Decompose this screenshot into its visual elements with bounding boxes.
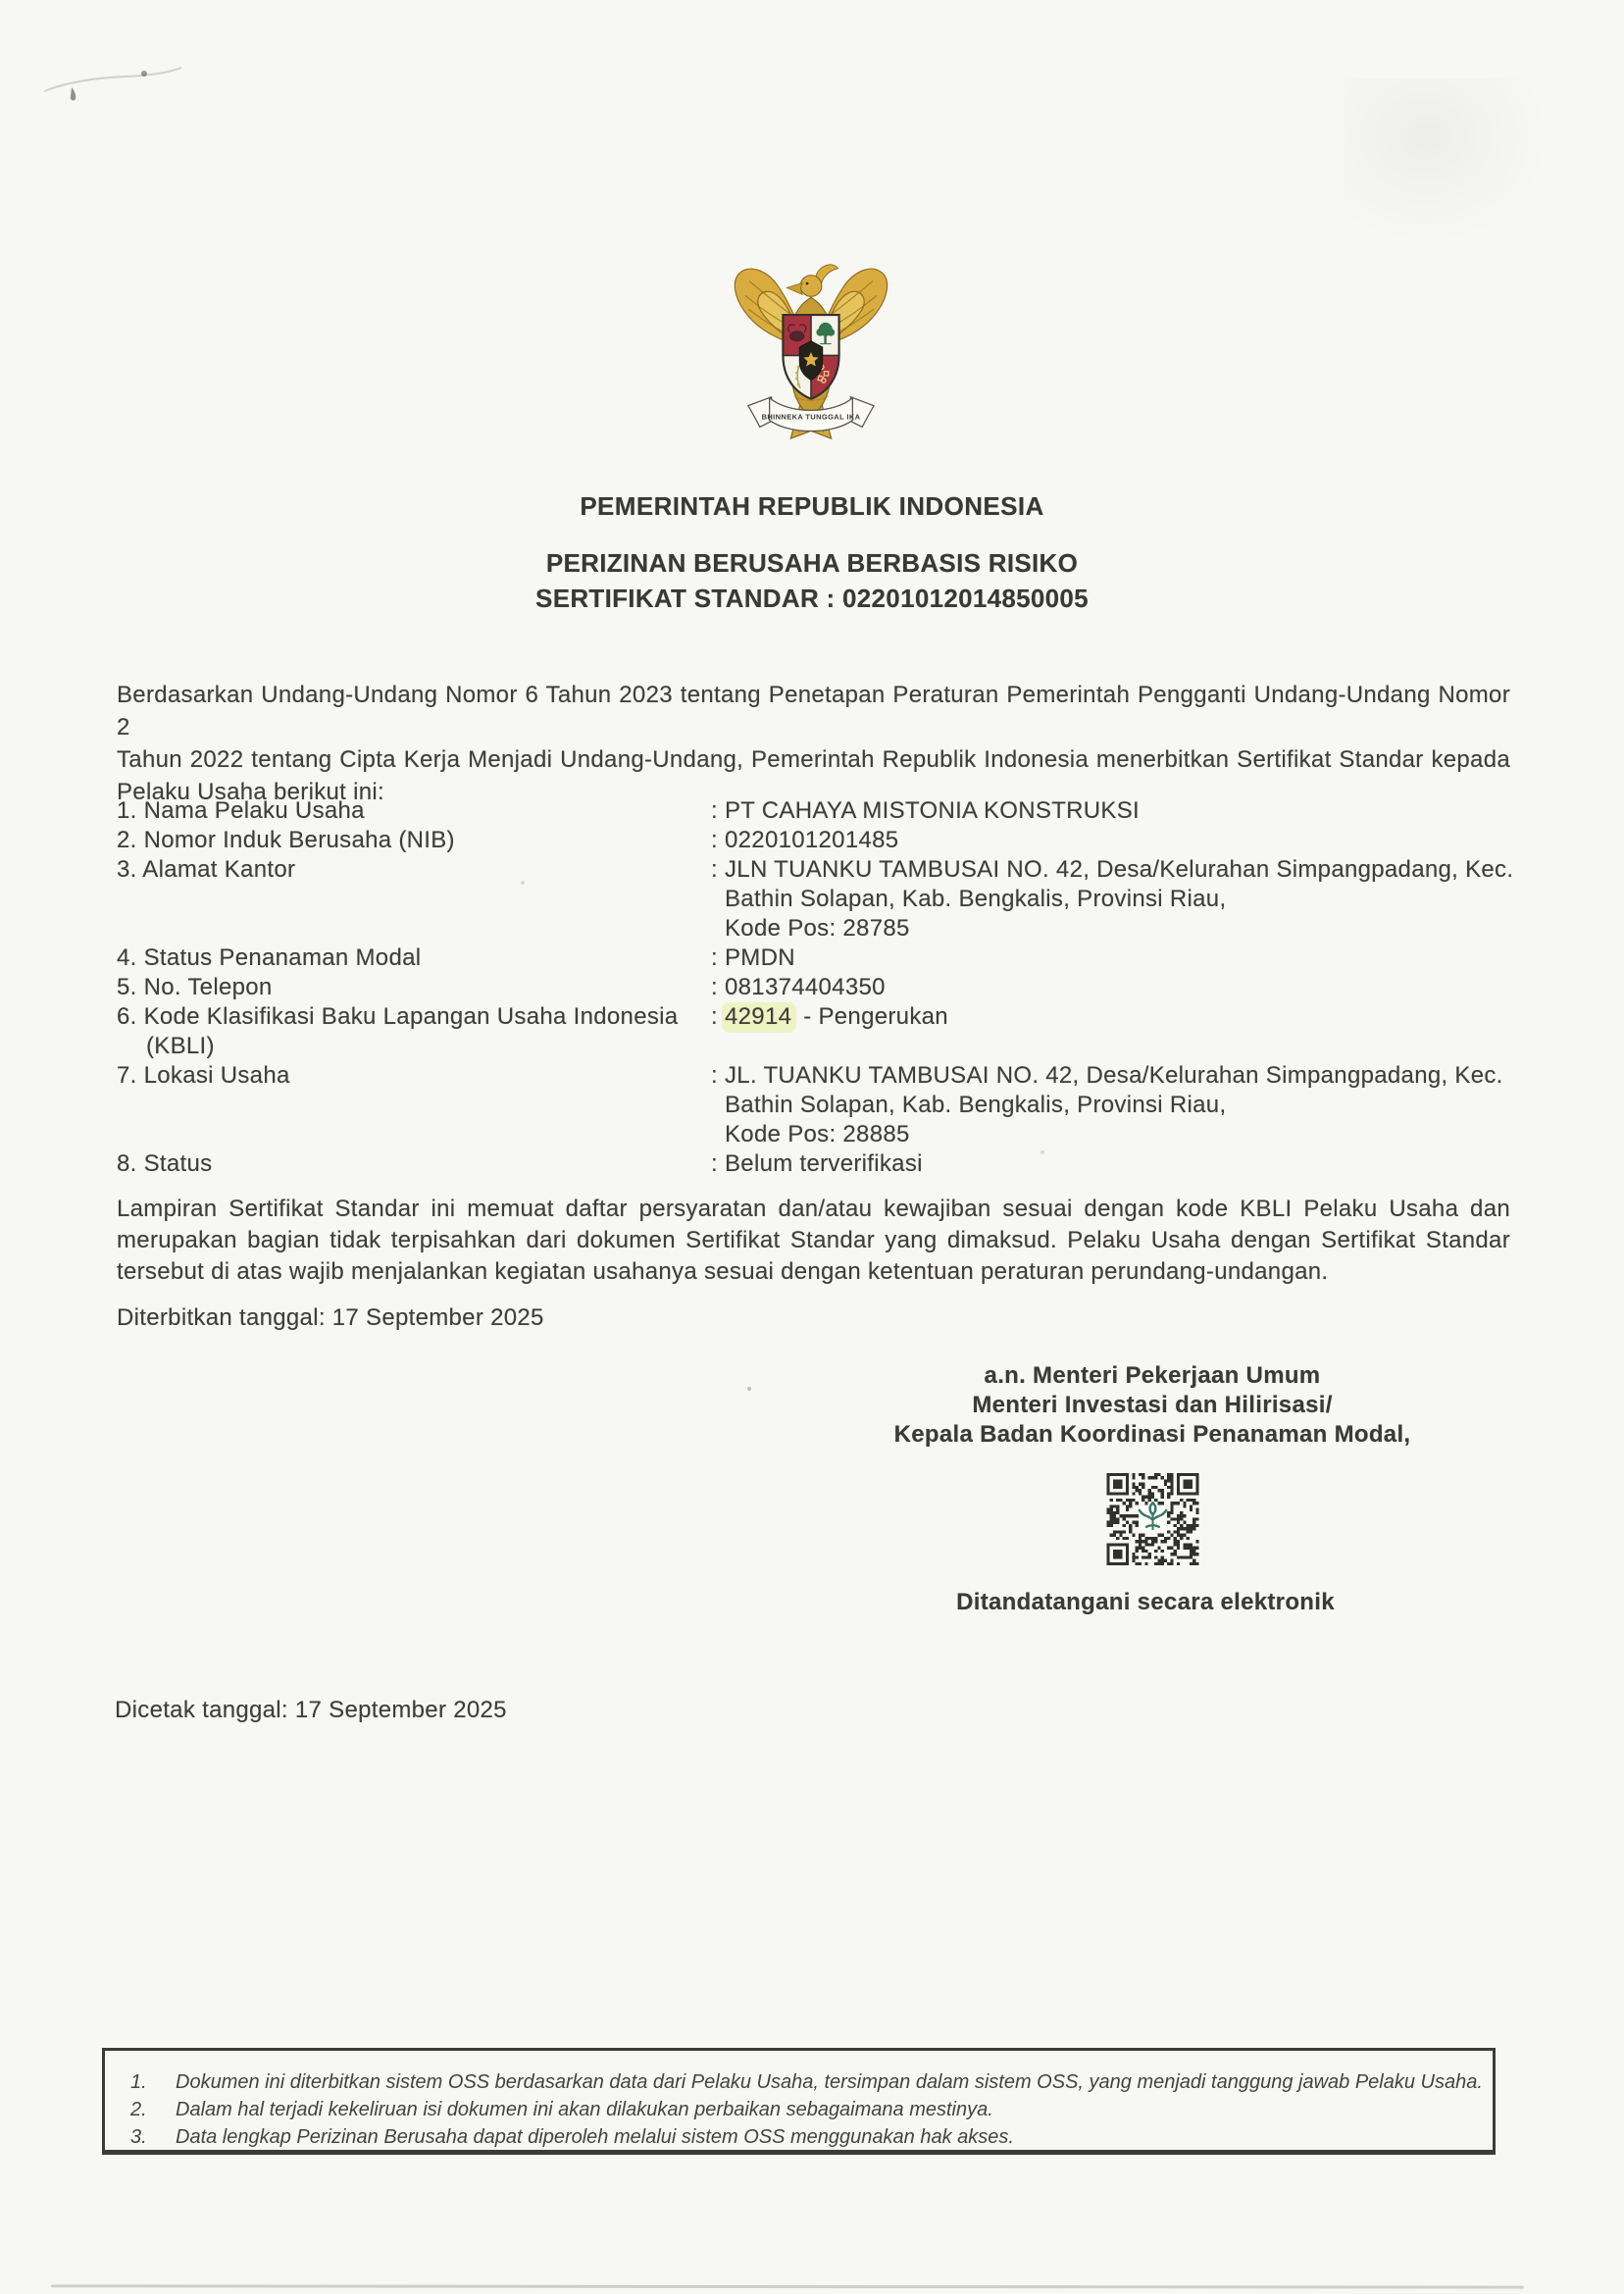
footnote-item bbox=[130, 2068, 1483, 2096]
field-value-line: Kode Pos: 28885 bbox=[725, 1121, 910, 1147]
colon-separator: : bbox=[711, 797, 718, 824]
field-value: Belum terverifikasi bbox=[725, 1150, 923, 1177]
colon-separator: : bbox=[711, 944, 718, 971]
scan-squiggle-artifact bbox=[34, 44, 221, 113]
footnote-number: 3. bbox=[130, 2126, 147, 2148]
document-title-line1: PERIZINAN BERUSAHA BERBASIS RISIKO bbox=[545, 548, 1079, 578]
closing-line: tersebut di atas wajib menjalankan kegiatan usahanya sesuai dengan ketentuan peraturan perundang-undangan. bbox=[117, 1258, 1329, 1285]
field-number: 1. bbox=[117, 797, 137, 824]
colon-separator: : bbox=[711, 827, 718, 853]
field-number: 5. bbox=[117, 974, 137, 1000]
field-label: No. Telepon bbox=[143, 974, 273, 1000]
document-title-line2: SERTIFIKAT STANDAR : 02201012014850005 bbox=[535, 584, 1089, 613]
field-row-alamat-kantor bbox=[117, 855, 1526, 943]
colon-separator: : bbox=[711, 1150, 718, 1177]
field-label-line2: (KBLI) bbox=[146, 1033, 215, 1059]
government-title: PEMERINTAH REPUBLIK INDONESIA bbox=[580, 491, 1044, 521]
garuda-head bbox=[787, 265, 837, 296]
field-row-nib bbox=[117, 826, 1526, 855]
kbli-code-highlighted: 42914 bbox=[722, 1002, 796, 1033]
field-value: PMDN bbox=[725, 944, 795, 971]
garuda-pancasila-emblem bbox=[719, 251, 903, 449]
footnote-item bbox=[130, 2123, 1477, 2151]
field-label: Lokasi Usaha bbox=[143, 1062, 290, 1089]
business-fields-list bbox=[117, 796, 1526, 1179]
field-label: Alamat Kantor bbox=[142, 856, 296, 883]
footnotes-box bbox=[102, 2048, 1496, 2155]
field-label: Kode Klasifikasi Baku Lapangan Usaha Indonesia bbox=[143, 1003, 679, 1030]
field-value bbox=[725, 1002, 948, 1032]
pancasila-shield bbox=[783, 315, 838, 399]
printed-date-line: Dicetak tanggal: 17 September 2025 bbox=[115, 1697, 507, 1723]
field-label: Status bbox=[143, 1150, 213, 1177]
intro-line: Pelaku Usaha berikut ini: bbox=[117, 779, 384, 805]
scan-smudge-artifact bbox=[1344, 78, 1549, 245]
field-label: Nomor Induk Berusaha (NIB) bbox=[143, 827, 455, 853]
field-value: PT CAHAYA MISTONIA KONSTRUKSI bbox=[725, 797, 1141, 824]
scan-bottom-edge-artifact bbox=[51, 2284, 1524, 2288]
field-value: 0220101201485 bbox=[725, 827, 899, 853]
field-number: 6. bbox=[117, 1003, 137, 1030]
footnote-text: Dalam hal terjadi kekeliruan isi dokumen ini akan dilakukan perbaikan sebagaimana mestinya. bbox=[176, 2099, 993, 2120]
signature-line2: Menteri Investasi dan Hilirisasi/ bbox=[972, 1392, 1333, 1418]
signature-block bbox=[858, 1361, 1446, 1450]
intro-paragraph bbox=[117, 679, 1510, 808]
intro-line: Berdasarkan Undang-Undang Nomor 6 Tahun 2023 tentang Penetapan Peraturan Pemerintah Pengganti Undang-Undang Nomor 2 bbox=[117, 682, 1510, 740]
document-title bbox=[0, 545, 1624, 616]
field-value: 081374404350 bbox=[725, 974, 886, 1000]
electronic-signature-note: Ditandatangani secara elektronik bbox=[956, 1589, 1335, 1615]
scan-speck bbox=[747, 1387, 751, 1391]
closing-line: merupakan bagian tidak terpisahkan dari dokumen Sertifikat Standar yang dimaksud. Pelaku Usaha dengan Sertifikat Standar bbox=[117, 1227, 1510, 1253]
field-value-line: JLN TUANKU TAMBUSAI NO. 42, Desa/Kelurahan Simpangpadang, Kec. bbox=[725, 856, 1514, 883]
colon-separator: : bbox=[711, 974, 718, 1000]
kbli-description: - Pengerukan bbox=[796, 1003, 948, 1030]
field-number: 7. bbox=[117, 1062, 137, 1089]
colon-separator: : bbox=[711, 1062, 718, 1089]
issued-date-line: Diterbitkan tanggal: 17 September 2025 bbox=[117, 1304, 544, 1331]
field-number: 2. bbox=[117, 827, 137, 853]
footnote-text: Data lengkap Perizinan Berusaha dapat diperoleh melalui sistem OSS menggunakan hak akses. bbox=[176, 2126, 1014, 2148]
intro-line: Tahun 2022 tentang Cipta Kerja Menjadi Undang-Undang, Pemerintah Republik Indonesia menerbitkan Sertifikat Standar kepada bbox=[117, 746, 1510, 773]
field-row-no-telepon bbox=[117, 973, 1526, 1002]
colon-separator: : bbox=[711, 1003, 718, 1030]
field-value-line: Bathin Solapan, Kab. Bengkalis, Provinsi Riau, bbox=[725, 886, 1227, 912]
field-number: 4. bbox=[117, 944, 137, 971]
motto-text: BHINNEKA TUNGGAL IKA bbox=[761, 412, 861, 422]
field-row-status bbox=[117, 1149, 1526, 1179]
field-value-line: JL. TUANKU TAMBUSAI NO. 42, Desa/Kelurahan Simpangpadang, Kec. bbox=[725, 1062, 1503, 1089]
colon-separator: : bbox=[711, 856, 718, 883]
signature-line3: Kepala Badan Koordinasi Penanaman Modal, bbox=[893, 1421, 1411, 1448]
field-label: Nama Pelaku Usaha bbox=[143, 797, 365, 824]
qr-code bbox=[1106, 1473, 1199, 1565]
field-number: 3. bbox=[117, 856, 137, 883]
footnote-number: 1. bbox=[130, 2071, 147, 2093]
field-row-lokasi-usaha bbox=[117, 1061, 1526, 1149]
field-row-nama-pelaku-usaha bbox=[117, 796, 1526, 826]
footnote-item bbox=[130, 2096, 1477, 2123]
footnote-number: 2. bbox=[130, 2099, 147, 2120]
field-value-line: Kode Pos: 28785 bbox=[725, 915, 910, 942]
field-row-status-penanaman-modal bbox=[117, 943, 1526, 973]
closing-line: Lampiran Sertifikat Standar ini memuat daftar persyaratan dan/atau kewajiban sesuai dengan kode KBLI Pelaku Usaha dan bbox=[117, 1196, 1510, 1222]
field-value-line: Bathin Solapan, Kab. Bengkalis, Provinsi Riau, bbox=[725, 1092, 1227, 1118]
field-number: 8. bbox=[117, 1150, 137, 1177]
field-label: Status Penanaman Modal bbox=[143, 944, 422, 971]
signature-line1: a.n. Menteri Pekerjaan Umum bbox=[984, 1362, 1321, 1389]
closing-paragraph bbox=[117, 1194, 1510, 1288]
field-row-kbli bbox=[117, 1002, 1526, 1061]
footnote-text: Dokumen ini diterbitkan sistem OSS berdasarkan data dari Pelaku Usaha, tersimpan dalam sistem OSS, yang menjadi tanggung jawab Pelaku Usaha. bbox=[176, 2071, 1483, 2093]
